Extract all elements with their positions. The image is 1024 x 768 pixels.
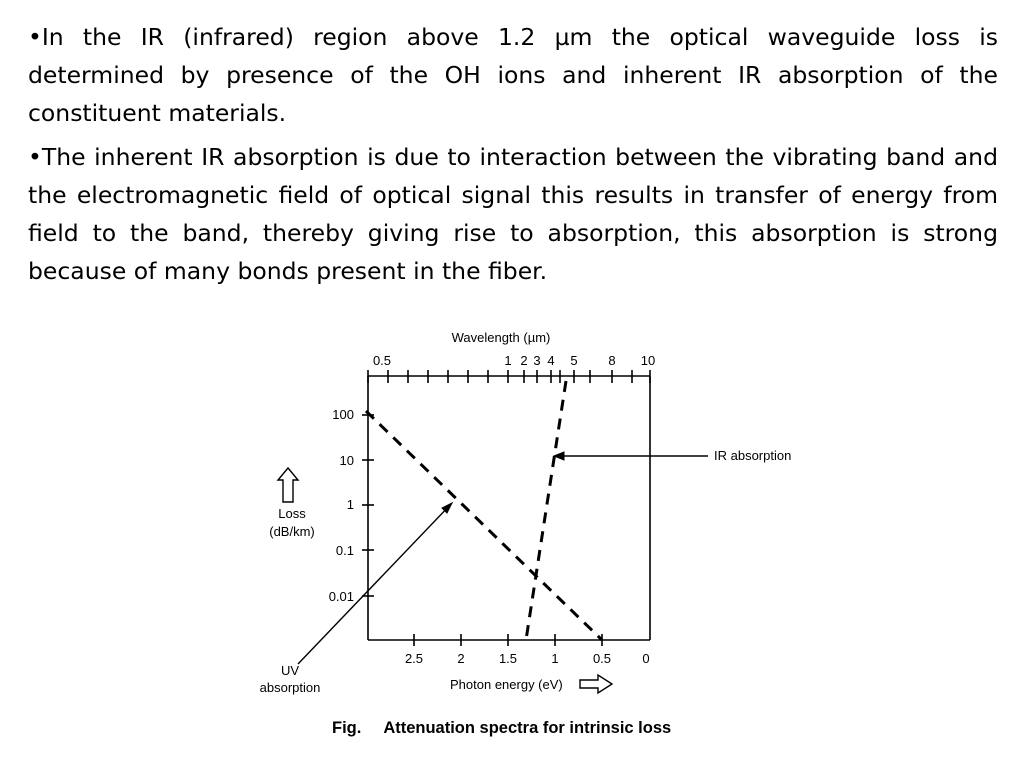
top-tick-label: 2: [520, 353, 528, 368]
y-tick-label: 100: [332, 407, 354, 422]
y-tick-label: 0.01: [328, 589, 354, 604]
top-tick-label: 3: [533, 353, 541, 368]
uv-loss-curve: [366, 411, 602, 640]
y-axis-label-unit: (dB/km): [269, 524, 315, 539]
up-arrow-icon: [278, 468, 298, 502]
figure-caption-label: Fig.: [332, 719, 362, 737]
top-axis: [368, 370, 650, 383]
bottom-tick-label: 1.5: [498, 651, 518, 666]
right-arrow-icon: [580, 675, 612, 693]
top-tick-label: 8: [608, 353, 616, 368]
ir-absorption-label: IR absorption: [714, 448, 792, 463]
top-tick-label: 0.5: [372, 353, 392, 368]
bullet-ir-region: •In the IR (infrared) region above 1.2 µm the optical waveguide loss is determined by presence of the OH ions and inherent IR absorption of the constituent materials.: [28, 23, 998, 127]
bullet-list: [28, 18, 998, 296]
uv-label-line2: absorption: [259, 680, 321, 695]
attenuation-diagram: [240, 318, 820, 758]
top-tick-label: 10: [640, 353, 656, 368]
y-tick-label: 1: [346, 497, 354, 512]
bottom-tick-label: 0: [642, 651, 650, 666]
bottom-tick-label: 2: [457, 651, 465, 666]
figure-caption: [332, 719, 752, 738]
attenuation-figure: [240, 318, 820, 758]
top-tick-label: 1: [504, 353, 512, 368]
bottom-tick-label: 0.5: [592, 651, 612, 666]
top-tick-label: 5: [570, 353, 578, 368]
bottom-tick-label: 2.5: [404, 651, 424, 666]
top-axis-label: Wavelength (µm): [451, 330, 551, 345]
top-tick-label: 4: [547, 353, 555, 368]
figure-caption-text: Attenuation spectra for intrinsic loss: [383, 719, 672, 737]
y-axis-label-loss: Loss: [278, 506, 306, 521]
bottom-axis-label: Photon energy (eV): [450, 677, 563, 692]
uv-label-line1: UV: [280, 663, 300, 678]
y-tick-label: 10: [339, 453, 354, 468]
bottom-tick-label: 1: [551, 651, 559, 666]
y-tick-label: 0.1: [335, 543, 354, 558]
bullet-ir-absorption: •The inherent IR absorption is due to interaction between the vibrating band and the electromagnetic field of optical signal this results in transfer of energy from field to the band, thereby giving rise to absorption, this absorption is strong because of many bonds present in the fiber.: [28, 143, 998, 285]
